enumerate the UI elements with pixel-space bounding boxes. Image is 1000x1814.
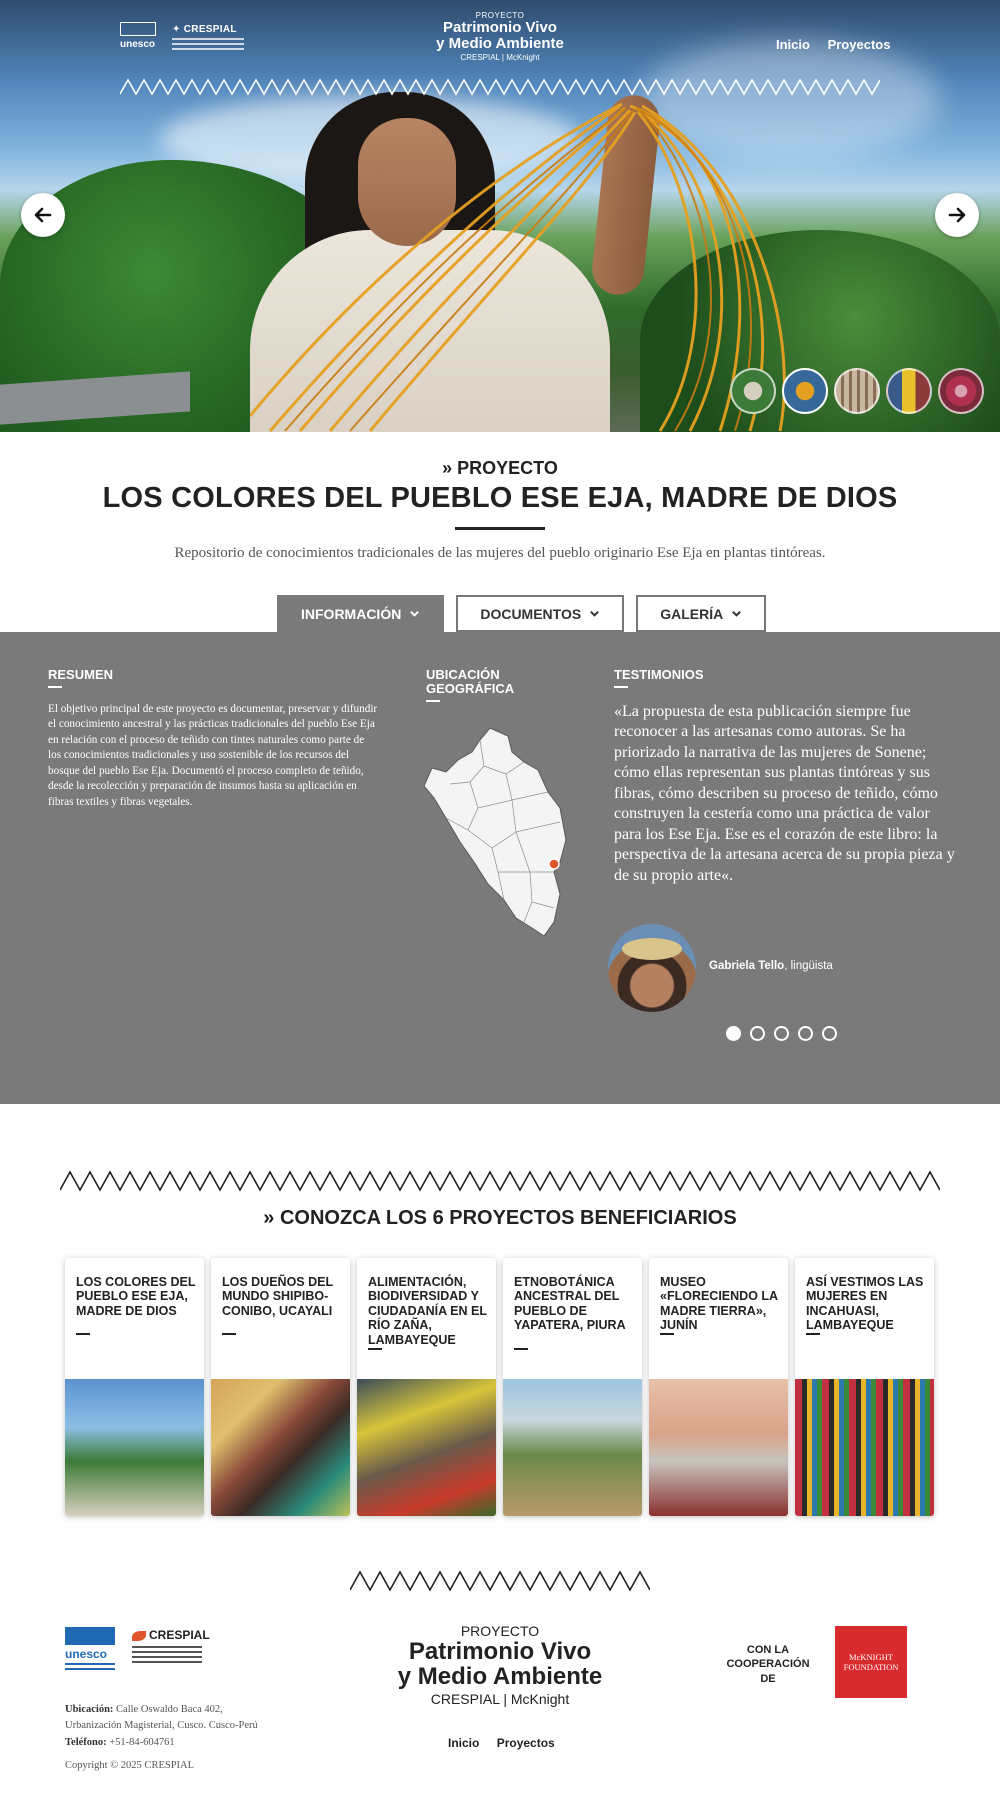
card-image — [503, 1379, 642, 1516]
crespial-wordmark: CRESPIAL — [149, 1628, 210, 1642]
crespial-wordmark: CRESPIAL — [183, 24, 237, 35]
footer-nav-proyectos[interactable]: Proyectos — [496, 1736, 555, 1750]
footer-brand[interactable] — [360, 1624, 640, 1707]
arrow-right-icon — [948, 206, 966, 224]
tab-label: DOCUMENTOS — [480, 605, 582, 622]
footer-nav-inicio[interactable]: Inicio — [448, 1736, 480, 1750]
mcknight-line2: FOUNDATION — [843, 1662, 899, 1672]
project-title: LOS COLORES DEL PUEBLO ESE EJA, MADRE DE DIOS — [102, 482, 898, 514]
card-image — [211, 1379, 350, 1516]
avatar — [608, 924, 696, 1012]
card-title: LOS COLORES DEL PUEBLO ESE EJA, MADRE DE DIOS — [76, 1275, 196, 1318]
phone-label: Teléfono: — [65, 1736, 107, 1748]
tab-documentos[interactable] — [456, 595, 624, 632]
pagination-dot[interactable] — [750, 1026, 765, 1041]
zigzag-ornament — [60, 1168, 940, 1192]
project-card[interactable] — [211, 1258, 350, 1516]
project-card[interactable] — [649, 1258, 788, 1516]
project-card[interactable] — [795, 1258, 934, 1516]
project-tabs — [277, 595, 766, 632]
slider-thumb[interactable] — [730, 368, 776, 414]
footer-unesco-logo[interactable] — [65, 1627, 115, 1675]
unesco-wordmark: unesco — [120, 39, 156, 50]
tab-informacion[interactable] — [277, 595, 444, 632]
crespial-subtitle-lines — [172, 38, 244, 60]
ubicacion-rule — [426, 700, 440, 702]
unesco-emblem-icon — [65, 1627, 115, 1645]
testimonial-author — [709, 960, 833, 972]
projects-title: » CONOZCA LOS 6 PROYECTOS BENEFICIARIOS — [263, 1207, 737, 1229]
footer-address — [65, 1702, 258, 1751]
testimonios-title: TESTIMONIOS — [614, 667, 704, 682]
pagination-dot-active[interactable] — [726, 1026, 741, 1041]
slider-thumbnails — [730, 368, 984, 414]
resumen-rule — [48, 686, 62, 688]
mcknight-line1: McKNIGHT — [849, 1651, 893, 1662]
unesco-emblem-icon — [120, 22, 156, 36]
tab-galeria[interactable] — [636, 595, 766, 632]
card-rule — [222, 1333, 236, 1335]
footer-nav — [448, 1736, 569, 1750]
phone-number: +51-84-604761 — [106, 1736, 175, 1748]
card-title: ASÍ VESTIMOS LAS MUJERES EN INCAHUASI, LAMBAYEQUE — [806, 1275, 924, 1333]
crespial-logo[interactable] — [172, 24, 237, 35]
author-name: Gabriela Tello — [709, 960, 785, 972]
site-brand[interactable] — [420, 12, 580, 62]
card-rule — [660, 1333, 674, 1335]
project-card[interactable] — [503, 1258, 642, 1516]
card-rule — [368, 1348, 382, 1350]
chevron-down-icon — [589, 608, 600, 619]
info-panel — [0, 632, 1000, 1104]
mcknight-logo[interactable] — [835, 1626, 907, 1698]
card-image — [65, 1379, 204, 1516]
site-footer — [0, 1564, 1000, 1814]
zigzag-ornament — [120, 76, 880, 96]
slider-thumb[interactable] — [834, 368, 880, 414]
brand-line3: CRESPIAL | McKnight — [430, 1691, 570, 1708]
hero-slider — [0, 0, 1000, 432]
author-role: , lingüista — [784, 960, 833, 972]
chevron-down-icon — [731, 608, 742, 619]
projects-section — [0, 1104, 1000, 1564]
card-title: ETNOBOTÁNICA ANCESTRAL DEL PUEBLO DE YAPATERA, PIURA — [514, 1275, 626, 1333]
card-title: MUSEO «FLORECIENDO LA MADRE TIERRA», JUNÍN — [660, 1275, 778, 1333]
project-card[interactable] — [65, 1258, 204, 1516]
pagination-dot[interactable] — [822, 1026, 837, 1041]
card-image — [795, 1379, 934, 1516]
project-cards — [65, 1258, 934, 1516]
brand-line2: y Medio Ambiente — [397, 1662, 603, 1690]
ubicacion-title-line2: GEOGRÁFICA — [426, 681, 515, 697]
crespial-bird-icon: ✦ — [172, 24, 181, 35]
crespial-subtitle-lines — [132, 1646, 202, 1666]
testimonios-rule — [614, 686, 628, 688]
card-title: LOS DUEÑOS DEL MUNDO SHIPIBO-CONIBO, UCAYALI — [222, 1275, 333, 1318]
project-card[interactable] — [357, 1258, 496, 1516]
project-kicker: » PROYECTO — [442, 458, 558, 478]
pagination-dot[interactable] — [798, 1026, 813, 1041]
location-marker-icon — [549, 859, 559, 869]
address-line1: Calle Oswaldo Baca 402, — [113, 1704, 223, 1715]
nav-proyectos[interactable]: Proyectos — [827, 37, 891, 52]
card-image — [357, 1379, 496, 1516]
slider-next-button[interactable] — [935, 193, 979, 237]
brand-line2: y Medio Ambiente — [436, 35, 564, 53]
cooperation-label: CON LA COOPERACIÓN DE — [726, 1644, 810, 1685]
chevron-down-icon — [409, 608, 420, 619]
peru-map — [420, 722, 580, 942]
card-rule — [806, 1333, 820, 1335]
tab-label: GALERÍA — [660, 605, 724, 622]
slider-prev-button[interactable] — [21, 193, 65, 237]
title-underline — [455, 527, 545, 530]
card-rule — [76, 1333, 90, 1335]
ubicacion-title — [426, 668, 514, 697]
arrow-left-icon — [34, 206, 52, 224]
brand-line3: CRESPIAL | McKnight — [460, 52, 540, 62]
card-image — [649, 1379, 788, 1516]
slider-thumb[interactable] — [938, 368, 984, 414]
zigzag-ornament — [350, 1568, 650, 1592]
copyright: Copyright © 2025 CRESPIAL — [65, 1760, 195, 1771]
slider-thumb-active[interactable] — [782, 368, 828, 414]
hero-dyed-fibers — [250, 96, 810, 432]
testimonial-pagination — [726, 1026, 837, 1041]
nav-inicio[interactable]: Inicio — [776, 37, 810, 52]
resumen-title: RESUMEN — [48, 667, 114, 682]
resumen-text: El objetivo principal de este proyecto es documentar, preservar y difundir el conocimiento ancestral y las prácticas tradicionales del pueblo Ese Eja en relación con el proceso de teñido con tintes naturales como parte de los conocimientos tradicionales y uso sostenible de los recursos del bosque del pueblo Ese Eja. Documentó el proceso completo de teñido, desde la recolección y preparación de insumos hasta su aplicación en fibras textiles y fibras vegetales. — [48, 703, 378, 808]
unesco-wordmark: unesco — [65, 1647, 108, 1661]
top-nav — [776, 37, 904, 52]
footer-crespial-logo[interactable] — [132, 1628, 210, 1642]
card-title: ALIMENTACIÓN, BIODIVERSIDAD Y CIUDADANÍA EN EL RÍO ZAÑA, LAMBAYEQUE — [368, 1275, 487, 1347]
pagination-dot[interactable] — [774, 1026, 789, 1041]
project-description: Repositorio de conocimientos tradicionales de las mujeres del pueblo originario Ese Eja en plantas tintóreas. — [174, 545, 826, 561]
crespial-bird-icon — [132, 1631, 146, 1641]
address-label: Ubicación: — [65, 1704, 114, 1715]
slider-thumb[interactable] — [886, 368, 932, 414]
tab-label: INFORMACIÓN — [301, 605, 402, 622]
brand-line1: Patrimonio Vivo — [443, 19, 557, 37]
brand-kicker: PROYECTO — [475, 11, 525, 20]
card-rule — [514, 1348, 528, 1350]
testimonial-quote: «La propuesta de esta publicación siempre fue reconocer a las artesanas como autoras. Se ha priorizado la narrativa de las mujeres de Sonene; cómo ellas representan sus plantas tintóreas y sus fibras, cómo describen su proceso de teñido, cómo construyen la cestería como una práctica de valor para los Ese Eja. Ese es el corazón de este libro: la perspectiva de la artesana acerca de su propia pieza y de su propio arte«. — [614, 703, 955, 884]
unesco-subtitle-lines — [65, 1663, 115, 1673]
avatar-hat — [622, 938, 682, 960]
brand-line1: Patrimonio Vivo — [408, 1637, 592, 1665]
brand-kicker: PROYECTO — [460, 1623, 540, 1639]
project-header — [0, 432, 1000, 632]
unesco-logo[interactable] — [120, 22, 166, 64]
ubicacion-title-line1: UBICACIÓN — [426, 667, 500, 682]
address-line2: Urbanización Magisterial, Cusco. Cusco-Perú — [65, 1720, 258, 1732]
